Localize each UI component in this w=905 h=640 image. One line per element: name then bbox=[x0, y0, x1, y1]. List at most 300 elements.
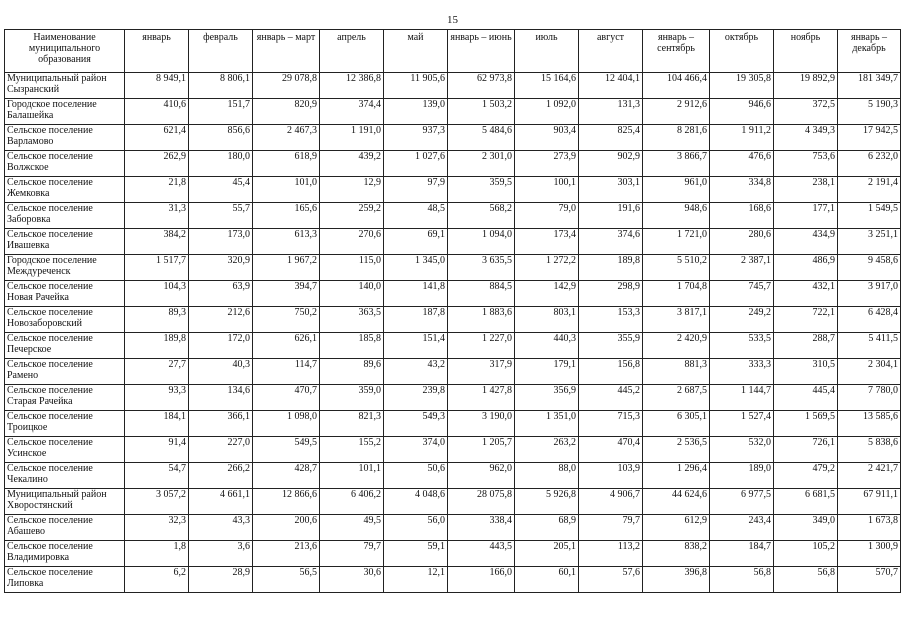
value-cell: 937,3 bbox=[384, 125, 448, 151]
value-cell: 177,1 bbox=[774, 203, 838, 229]
value-cell: 856,6 bbox=[189, 125, 253, 151]
column-header-month: август bbox=[579, 30, 643, 73]
value-cell: 259,2 bbox=[320, 203, 384, 229]
value-cell: 62 973,8 bbox=[448, 73, 515, 99]
value-cell: 3 866,7 bbox=[643, 151, 710, 177]
value-cell: 131,3 bbox=[579, 99, 643, 125]
value-cell: 532,0 bbox=[710, 437, 774, 463]
municipality-name bbox=[5, 203, 125, 229]
column-header-month: январь – сентябрь bbox=[643, 30, 710, 73]
value-cell: 428,7 bbox=[253, 463, 320, 489]
value-cell: 726,1 bbox=[774, 437, 838, 463]
value-cell: 69,1 bbox=[384, 229, 448, 255]
value-cell: 2 191,4 bbox=[838, 177, 901, 203]
value-cell: 262,9 bbox=[125, 151, 189, 177]
value-cell: 3 057,2 bbox=[125, 489, 189, 515]
value-cell: 626,1 bbox=[253, 333, 320, 359]
table-row bbox=[5, 125, 901, 151]
column-header-month: январь bbox=[125, 30, 189, 73]
value-cell: 570,7 bbox=[838, 567, 901, 593]
value-cell: 184,1 bbox=[125, 411, 189, 437]
column-header-month: январь – июнь bbox=[448, 30, 515, 73]
value-cell: 155,2 bbox=[320, 437, 384, 463]
column-header-month: июль bbox=[515, 30, 579, 73]
value-cell: 28 075,8 bbox=[448, 489, 515, 515]
municipality-name bbox=[5, 359, 125, 385]
municipality-name bbox=[5, 463, 125, 489]
value-cell: 3 917,0 bbox=[838, 281, 901, 307]
value-cell: 89,6 bbox=[320, 359, 384, 385]
value-cell: 803,1 bbox=[515, 307, 579, 333]
value-cell: 249,2 bbox=[710, 307, 774, 333]
value-cell: 298,9 bbox=[579, 281, 643, 307]
value-cell: 374,4 bbox=[320, 99, 384, 125]
value-cell: 189,8 bbox=[125, 333, 189, 359]
value-cell: 79,0 bbox=[515, 203, 579, 229]
municipality-type: Городское поселение bbox=[7, 255, 97, 266]
value-cell: 1 883,6 bbox=[448, 307, 515, 333]
municipality-type: Муниципальный район bbox=[7, 73, 107, 84]
value-cell: 4 349,3 bbox=[774, 125, 838, 151]
value-cell: 105,2 bbox=[774, 541, 838, 567]
municipality-title: Жемковка bbox=[7, 188, 50, 199]
value-cell: 113,2 bbox=[579, 541, 643, 567]
column-header-month: октябрь bbox=[710, 30, 774, 73]
value-cell: 3 251,1 bbox=[838, 229, 901, 255]
data-table bbox=[4, 29, 901, 593]
value-cell: 243,4 bbox=[710, 515, 774, 541]
municipality-name bbox=[5, 567, 125, 593]
municipality-name bbox=[5, 255, 125, 281]
value-cell: 722,1 bbox=[774, 307, 838, 333]
municipality-type: Сельское поселение bbox=[7, 567, 93, 578]
value-cell: 40,3 bbox=[189, 359, 253, 385]
value-cell: 68,9 bbox=[515, 515, 579, 541]
table-row bbox=[5, 99, 901, 125]
table-row bbox=[5, 489, 901, 515]
value-cell: 384,2 bbox=[125, 229, 189, 255]
value-cell: 19 305,8 bbox=[710, 73, 774, 99]
value-cell: 356,9 bbox=[515, 385, 579, 411]
value-cell: 43,2 bbox=[384, 359, 448, 385]
value-cell: 12 866,6 bbox=[253, 489, 320, 515]
value-cell: 1 094,0 bbox=[448, 229, 515, 255]
value-cell: 1 427,8 bbox=[448, 385, 515, 411]
value-cell: 1 098,0 bbox=[253, 411, 320, 437]
municipality-name bbox=[5, 333, 125, 359]
value-cell: 432,1 bbox=[774, 281, 838, 307]
value-cell: 479,2 bbox=[774, 463, 838, 489]
table-row bbox=[5, 203, 901, 229]
municipality-title: Новозаборовский bbox=[7, 318, 83, 329]
value-cell: 5 190,3 bbox=[838, 99, 901, 125]
municipality-title: Рамено bbox=[7, 370, 39, 381]
value-cell: 825,4 bbox=[579, 125, 643, 151]
value-cell: 17 942,5 bbox=[838, 125, 901, 151]
value-cell: 821,3 bbox=[320, 411, 384, 437]
value-cell: 6 305,1 bbox=[643, 411, 710, 437]
value-cell: 180,0 bbox=[189, 151, 253, 177]
table-row bbox=[5, 463, 901, 489]
value-cell: 166,0 bbox=[448, 567, 515, 593]
value-cell: 151,7 bbox=[189, 99, 253, 125]
value-cell: 5 926,8 bbox=[515, 489, 579, 515]
value-cell: 1 569,5 bbox=[774, 411, 838, 437]
value-cell: 139,0 bbox=[384, 99, 448, 125]
value-cell: 2 536,5 bbox=[643, 437, 710, 463]
municipality-title: Хворостянский bbox=[7, 500, 73, 511]
table-row bbox=[5, 229, 901, 255]
value-cell: 1 351,0 bbox=[515, 411, 579, 437]
value-cell: 486,9 bbox=[774, 255, 838, 281]
value-cell: 445,2 bbox=[579, 385, 643, 411]
value-cell: 439,2 bbox=[320, 151, 384, 177]
value-cell: 1 092,0 bbox=[515, 99, 579, 125]
value-cell: 2 421,7 bbox=[838, 463, 901, 489]
municipality-name bbox=[5, 515, 125, 541]
value-cell: 93,3 bbox=[125, 385, 189, 411]
municipality-title: Старая Рачейка bbox=[7, 396, 73, 407]
municipality-type: Сельское поселение bbox=[7, 151, 93, 162]
value-cell: 189,0 bbox=[710, 463, 774, 489]
municipality-type: Сельское поселение bbox=[7, 281, 93, 292]
value-cell: 12 404,1 bbox=[579, 73, 643, 99]
value-cell: 88,0 bbox=[515, 463, 579, 489]
value-cell: 8 806,1 bbox=[189, 73, 253, 99]
value-cell: 172,0 bbox=[189, 333, 253, 359]
value-cell: 4 048,6 bbox=[384, 489, 448, 515]
value-cell: 1 517,7 bbox=[125, 255, 189, 281]
table-row bbox=[5, 411, 901, 437]
value-cell: 1 503,2 bbox=[448, 99, 515, 125]
value-cell: 63,9 bbox=[189, 281, 253, 307]
value-cell: 184,7 bbox=[710, 541, 774, 567]
table-row bbox=[5, 255, 901, 281]
municipality-type: Сельское поселение bbox=[7, 437, 93, 448]
value-cell: 5 838,6 bbox=[838, 437, 901, 463]
value-cell: 568,2 bbox=[448, 203, 515, 229]
municipality-name bbox=[5, 73, 125, 99]
value-cell: 44 624,6 bbox=[643, 489, 710, 515]
value-cell: 374,0 bbox=[384, 437, 448, 463]
table-header-row bbox=[5, 30, 901, 73]
value-cell: 140,0 bbox=[320, 281, 384, 307]
column-header-month: январь – декабрь bbox=[838, 30, 901, 73]
value-cell: 9 458,6 bbox=[838, 255, 901, 281]
municipality-title: Заборовка bbox=[7, 214, 51, 225]
municipality-type: Сельское поселение bbox=[7, 515, 93, 526]
value-cell: 2 912,6 bbox=[643, 99, 710, 125]
value-cell: 60,1 bbox=[515, 567, 579, 593]
value-cell: 410,6 bbox=[125, 99, 189, 125]
value-cell: 12,9 bbox=[320, 177, 384, 203]
value-cell: 476,6 bbox=[710, 151, 774, 177]
value-cell: 12,1 bbox=[384, 567, 448, 593]
value-cell: 156,8 bbox=[579, 359, 643, 385]
value-cell: 21,8 bbox=[125, 177, 189, 203]
column-header-name: Наименование муниципального образования bbox=[5, 30, 125, 73]
value-cell: 56,8 bbox=[774, 567, 838, 593]
value-cell: 338,4 bbox=[448, 515, 515, 541]
table-row bbox=[5, 567, 901, 593]
value-cell: 266,2 bbox=[189, 463, 253, 489]
page-number: 15 bbox=[447, 14, 458, 26]
value-cell: 3,6 bbox=[189, 541, 253, 567]
table-row bbox=[5, 177, 901, 203]
value-cell: 48,5 bbox=[384, 203, 448, 229]
value-cell: 270,6 bbox=[320, 229, 384, 255]
municipality-name bbox=[5, 281, 125, 307]
value-cell: 263,2 bbox=[515, 437, 579, 463]
value-cell: 363,5 bbox=[320, 307, 384, 333]
municipality-type: Сельское поселение bbox=[7, 333, 93, 344]
municipality-type: Сельское поселение bbox=[7, 463, 93, 474]
value-cell: 54,7 bbox=[125, 463, 189, 489]
municipality-type: Сельское поселение bbox=[7, 359, 93, 370]
value-cell: 57,6 bbox=[579, 567, 643, 593]
value-cell: 27,7 bbox=[125, 359, 189, 385]
value-cell: 43,3 bbox=[189, 515, 253, 541]
value-cell: 29 078,8 bbox=[253, 73, 320, 99]
value-cell: 355,9 bbox=[579, 333, 643, 359]
municipality-name bbox=[5, 229, 125, 255]
value-cell: 3 190,0 bbox=[448, 411, 515, 437]
value-cell: 151,4 bbox=[384, 333, 448, 359]
value-cell: 104 466,4 bbox=[643, 73, 710, 99]
municipality-title: Владимировка bbox=[7, 552, 70, 563]
municipality-type: Сельское поселение bbox=[7, 307, 93, 318]
value-cell: 820,9 bbox=[253, 99, 320, 125]
value-cell: 440,3 bbox=[515, 333, 579, 359]
value-cell: 79,7 bbox=[579, 515, 643, 541]
municipality-name bbox=[5, 307, 125, 333]
municipality-name bbox=[5, 489, 125, 515]
value-cell: 55,7 bbox=[189, 203, 253, 229]
value-cell: 8 281,6 bbox=[643, 125, 710, 151]
value-cell: 67 911,1 bbox=[838, 489, 901, 515]
value-cell: 948,6 bbox=[643, 203, 710, 229]
value-cell: 349,0 bbox=[774, 515, 838, 541]
value-cell: 165,6 bbox=[253, 203, 320, 229]
value-cell: 11 905,6 bbox=[384, 73, 448, 99]
value-cell: 5 411,5 bbox=[838, 333, 901, 359]
value-cell: 12 386,8 bbox=[320, 73, 384, 99]
municipality-name bbox=[5, 541, 125, 567]
value-cell: 310,5 bbox=[774, 359, 838, 385]
value-cell: 334,8 bbox=[710, 177, 774, 203]
table-row bbox=[5, 281, 901, 307]
value-cell: 141,8 bbox=[384, 281, 448, 307]
value-cell: 1 911,2 bbox=[710, 125, 774, 151]
value-cell: 168,6 bbox=[710, 203, 774, 229]
value-cell: 59,1 bbox=[384, 541, 448, 567]
value-cell: 5 484,6 bbox=[448, 125, 515, 151]
municipality-type: Сельское поселение bbox=[7, 177, 93, 188]
value-cell: 470,4 bbox=[579, 437, 643, 463]
value-cell: 359,5 bbox=[448, 177, 515, 203]
value-cell: 114,7 bbox=[253, 359, 320, 385]
value-cell: 173,4 bbox=[515, 229, 579, 255]
value-cell: 288,7 bbox=[774, 333, 838, 359]
value-cell: 962,0 bbox=[448, 463, 515, 489]
value-cell: 881,3 bbox=[643, 359, 710, 385]
value-cell: 366,1 bbox=[189, 411, 253, 437]
value-cell: 6 977,5 bbox=[710, 489, 774, 515]
value-cell: 3 817,1 bbox=[643, 307, 710, 333]
value-cell: 1 704,8 bbox=[643, 281, 710, 307]
value-cell: 56,5 bbox=[253, 567, 320, 593]
value-cell: 1 721,0 bbox=[643, 229, 710, 255]
municipality-title: Чекалино bbox=[7, 474, 48, 485]
value-cell: 1 300,9 bbox=[838, 541, 901, 567]
value-cell: 185,8 bbox=[320, 333, 384, 359]
value-cell: 1 673,8 bbox=[838, 515, 901, 541]
value-cell: 212,6 bbox=[189, 307, 253, 333]
value-cell: 372,5 bbox=[774, 99, 838, 125]
municipality-type: Сельское поселение bbox=[7, 411, 93, 422]
value-cell: 239,8 bbox=[384, 385, 448, 411]
value-cell: 30,6 bbox=[320, 567, 384, 593]
value-cell: 6 681,5 bbox=[774, 489, 838, 515]
value-cell: 2 301,0 bbox=[448, 151, 515, 177]
value-cell: 142,9 bbox=[515, 281, 579, 307]
municipality-title: Междуреченск bbox=[7, 266, 71, 277]
municipality-name bbox=[5, 437, 125, 463]
value-cell: 4 906,7 bbox=[579, 489, 643, 515]
municipality-name bbox=[5, 177, 125, 203]
value-cell: 2 420,9 bbox=[643, 333, 710, 359]
value-cell: 5 510,2 bbox=[643, 255, 710, 281]
value-cell: 56,0 bbox=[384, 515, 448, 541]
value-cell: 961,0 bbox=[643, 177, 710, 203]
value-cell: 1 205,7 bbox=[448, 437, 515, 463]
value-cell: 443,5 bbox=[448, 541, 515, 567]
value-cell: 153,3 bbox=[579, 307, 643, 333]
municipality-title: Варламово bbox=[7, 136, 54, 147]
municipality-type: Сельское поселение bbox=[7, 385, 93, 396]
value-cell: 179,1 bbox=[515, 359, 579, 385]
value-cell: 213,6 bbox=[253, 541, 320, 567]
municipality-type: Городское поселение bbox=[7, 99, 97, 110]
value-cell: 1,8 bbox=[125, 541, 189, 567]
column-header-month: январь – март bbox=[253, 30, 320, 73]
value-cell: 79,7 bbox=[320, 541, 384, 567]
value-cell: 100,1 bbox=[515, 177, 579, 203]
value-cell: 238,1 bbox=[774, 177, 838, 203]
value-cell: 103,9 bbox=[579, 463, 643, 489]
column-header-month: февраль bbox=[189, 30, 253, 73]
value-cell: 6 406,2 bbox=[320, 489, 384, 515]
value-cell: 6 232,0 bbox=[838, 151, 901, 177]
value-cell: 101,1 bbox=[320, 463, 384, 489]
value-cell: 946,6 bbox=[710, 99, 774, 125]
value-cell: 320,9 bbox=[189, 255, 253, 281]
municipality-title: Новая Рачейка bbox=[7, 292, 69, 303]
value-cell: 6 428,4 bbox=[838, 307, 901, 333]
value-cell: 1 144,7 bbox=[710, 385, 774, 411]
value-cell: 280,6 bbox=[710, 229, 774, 255]
municipality-type: Сельское поселение bbox=[7, 203, 93, 214]
table-row bbox=[5, 333, 901, 359]
value-cell: 173,0 bbox=[189, 229, 253, 255]
value-cell: 28,9 bbox=[189, 567, 253, 593]
municipality-title: Абашево bbox=[7, 526, 46, 537]
value-cell: 1 027,6 bbox=[384, 151, 448, 177]
table-row bbox=[5, 307, 901, 333]
value-cell: 3 635,5 bbox=[448, 255, 515, 281]
value-cell: 101,0 bbox=[253, 177, 320, 203]
value-cell: 205,1 bbox=[515, 541, 579, 567]
value-cell: 715,3 bbox=[579, 411, 643, 437]
value-cell: 1 191,0 bbox=[320, 125, 384, 151]
municipality-type: Сельское поселение bbox=[7, 125, 93, 136]
table-row bbox=[5, 151, 901, 177]
municipality-type: Сельское поселение bbox=[7, 541, 93, 552]
municipality-title: Усинское bbox=[7, 448, 47, 459]
value-cell: 32,3 bbox=[125, 515, 189, 541]
municipality-name bbox=[5, 99, 125, 125]
column-header-month: апрель bbox=[320, 30, 384, 73]
value-cell: 2 304,1 bbox=[838, 359, 901, 385]
column-header-month: май bbox=[384, 30, 448, 73]
value-cell: 359,0 bbox=[320, 385, 384, 411]
value-cell: 56,8 bbox=[710, 567, 774, 593]
value-cell: 6,2 bbox=[125, 567, 189, 593]
value-cell: 445,4 bbox=[774, 385, 838, 411]
value-cell: 753,6 bbox=[774, 151, 838, 177]
value-cell: 7 780,0 bbox=[838, 385, 901, 411]
value-cell: 394,7 bbox=[253, 281, 320, 307]
table-row bbox=[5, 385, 901, 411]
value-cell: 750,2 bbox=[253, 307, 320, 333]
value-cell: 273,9 bbox=[515, 151, 579, 177]
value-cell: 4 661,1 bbox=[189, 489, 253, 515]
value-cell: 745,7 bbox=[710, 281, 774, 307]
value-cell: 902,9 bbox=[579, 151, 643, 177]
value-cell: 1 345,0 bbox=[384, 255, 448, 281]
value-cell: 115,0 bbox=[320, 255, 384, 281]
table-row bbox=[5, 73, 901, 99]
value-cell: 434,9 bbox=[774, 229, 838, 255]
value-cell: 1 227,0 bbox=[448, 333, 515, 359]
value-cell: 13 585,6 bbox=[838, 411, 901, 437]
value-cell: 303,1 bbox=[579, 177, 643, 203]
value-cell: 1 296,4 bbox=[643, 463, 710, 489]
value-cell: 621,4 bbox=[125, 125, 189, 151]
municipality-title: Ивашевка bbox=[7, 240, 50, 251]
value-cell: 612,9 bbox=[643, 515, 710, 541]
municipality-name bbox=[5, 125, 125, 151]
value-cell: 1 967,2 bbox=[253, 255, 320, 281]
municipality-title: Троицкое bbox=[7, 422, 48, 433]
municipality-name bbox=[5, 151, 125, 177]
value-cell: 2 467,3 bbox=[253, 125, 320, 151]
value-cell: 104,3 bbox=[125, 281, 189, 307]
value-cell: 227,0 bbox=[189, 437, 253, 463]
table-row bbox=[5, 541, 901, 567]
table-body bbox=[5, 73, 901, 593]
municipality-type: Сельское поселение bbox=[7, 229, 93, 240]
value-cell: 181 349,7 bbox=[838, 73, 901, 99]
value-cell: 470,7 bbox=[253, 385, 320, 411]
value-cell: 89,3 bbox=[125, 307, 189, 333]
value-cell: 618,9 bbox=[253, 151, 320, 177]
value-cell: 317,9 bbox=[448, 359, 515, 385]
value-cell: 374,6 bbox=[579, 229, 643, 255]
value-cell: 533,5 bbox=[710, 333, 774, 359]
value-cell: 903,4 bbox=[515, 125, 579, 151]
value-cell: 200,6 bbox=[253, 515, 320, 541]
